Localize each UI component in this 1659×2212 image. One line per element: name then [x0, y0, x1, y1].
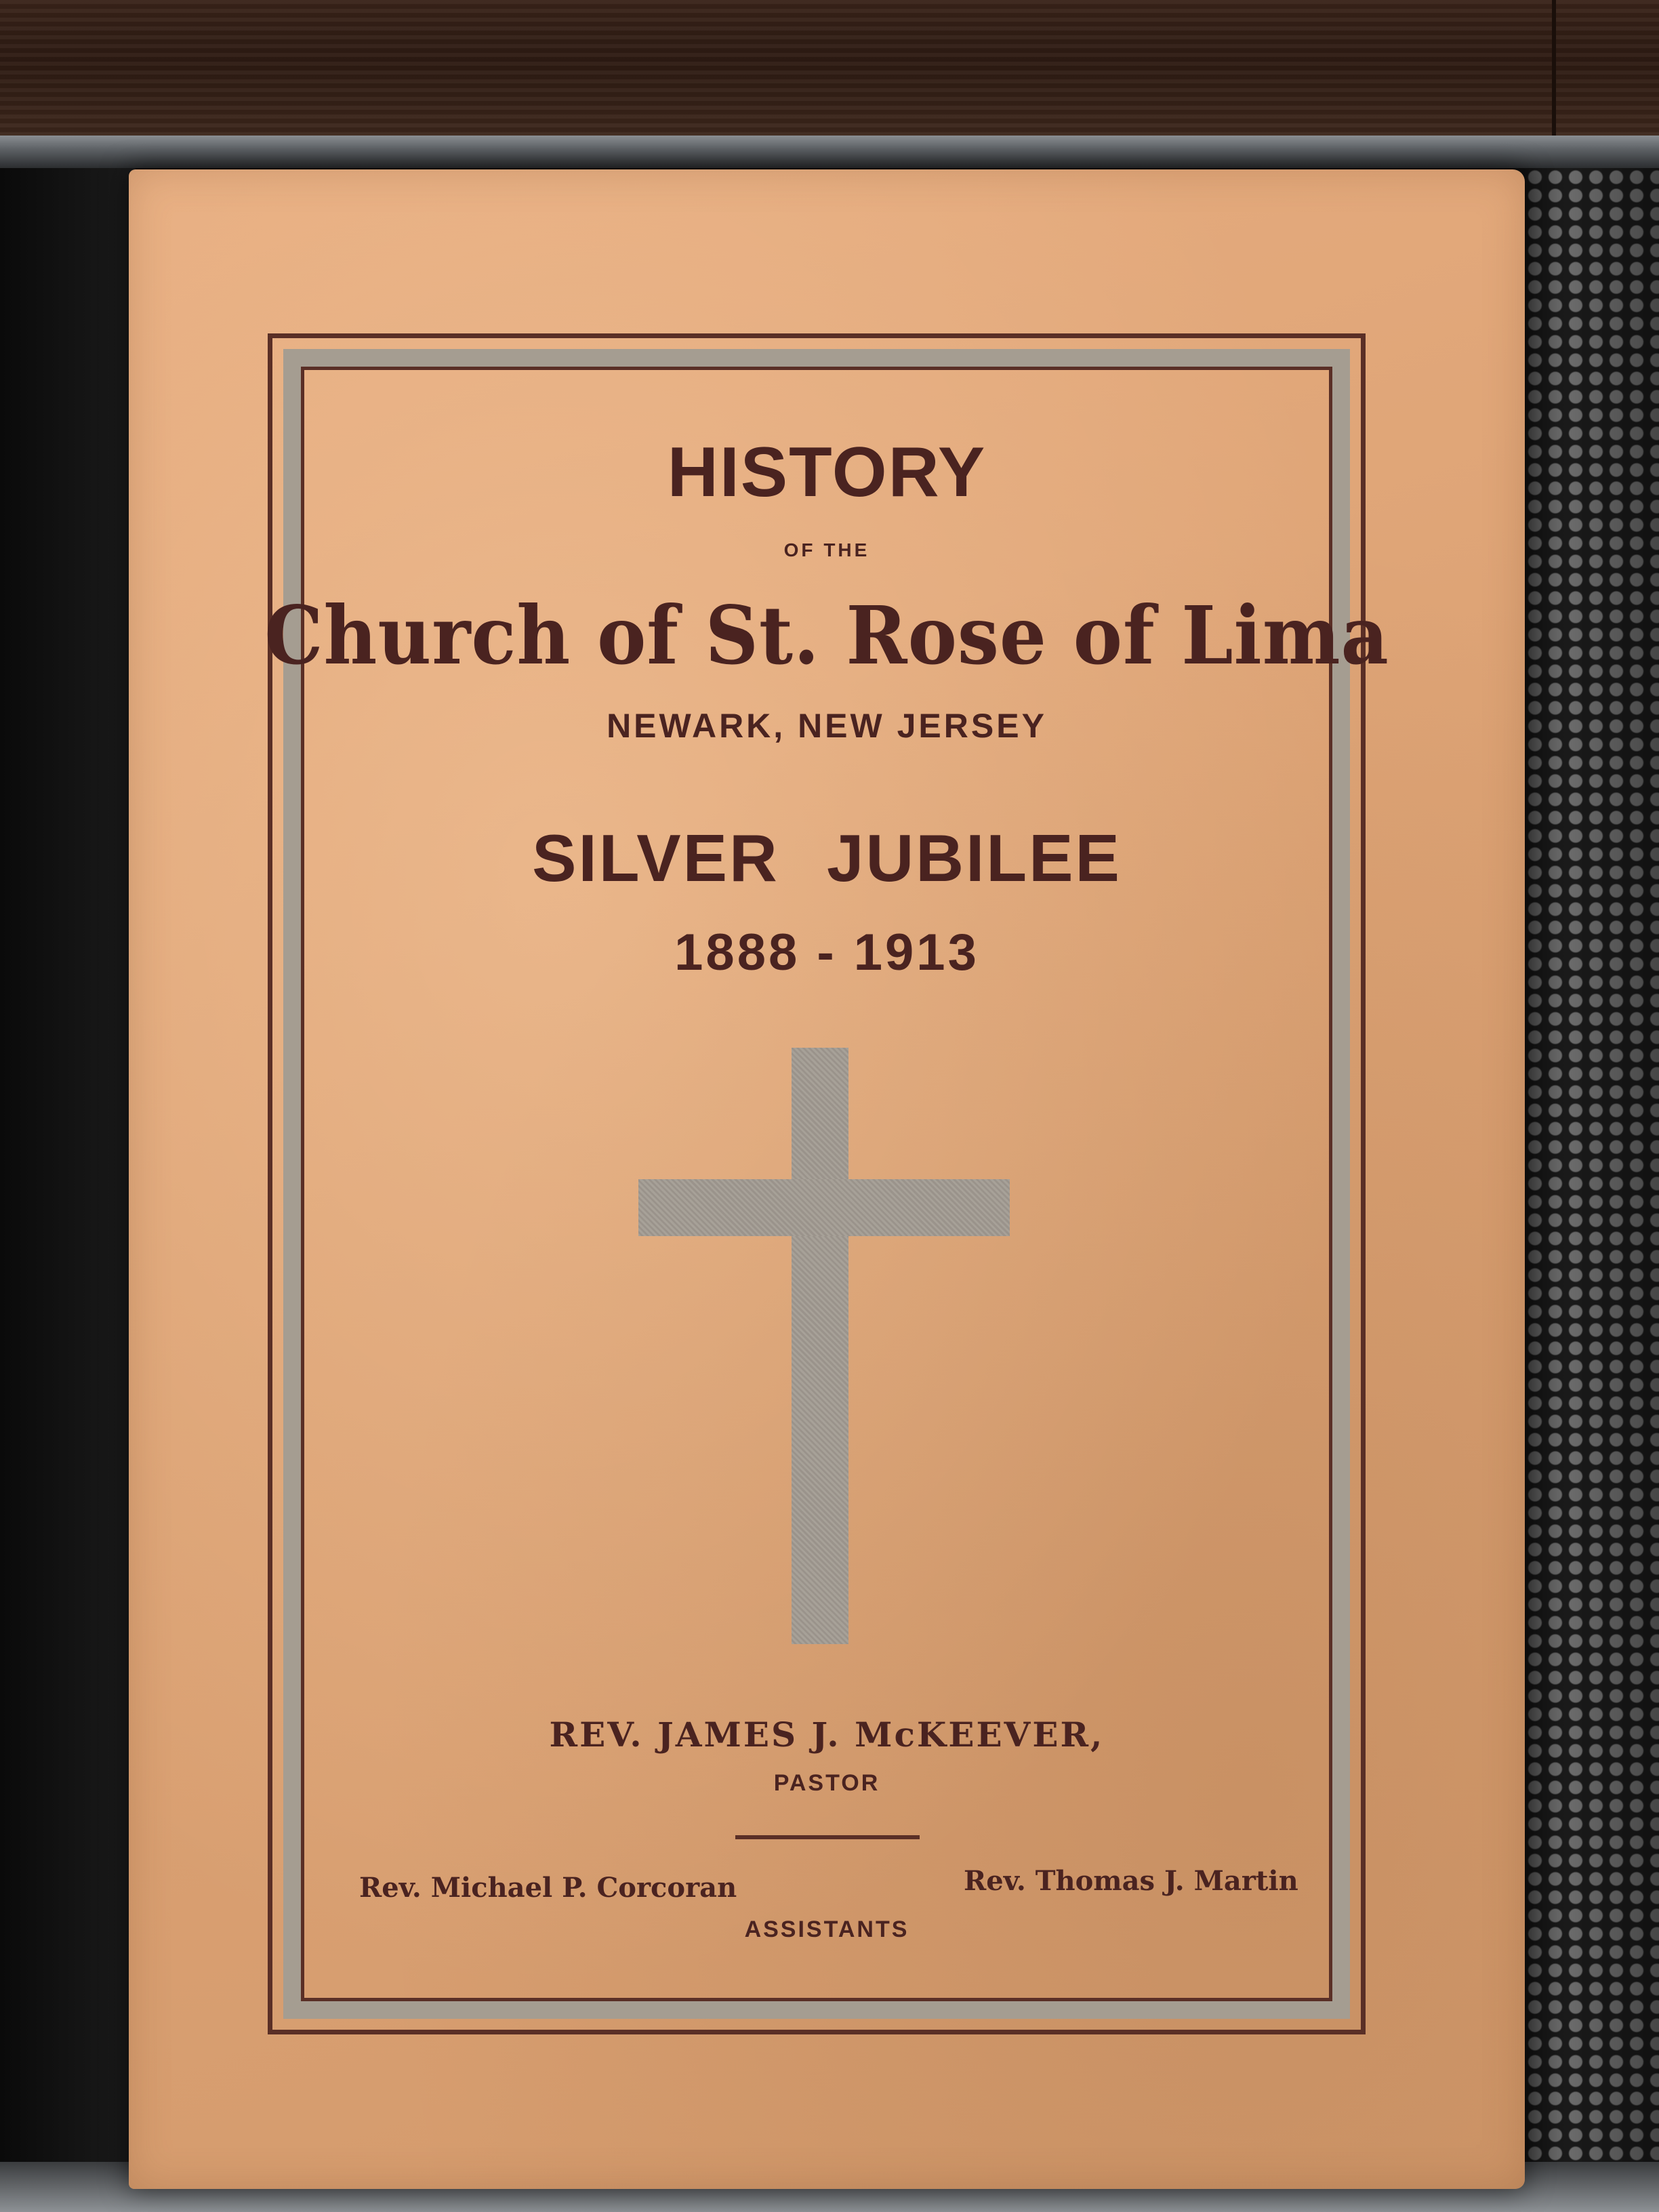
- wood-seam: [1552, 0, 1556, 136]
- church-name: Church of St. Rose of Lima: [264, 588, 1389, 682]
- assistant-left: Rev. Michael P. Corcoran: [359, 1872, 737, 1904]
- metal-trim: [0, 136, 1659, 168]
- pastor-title: PASTOR: [773, 1770, 880, 1796]
- assistant-right: Rev. Thomas J. Martin: [964, 1865, 1298, 1897]
- cover-of-the: OF THE: [783, 539, 870, 560]
- jubilee-years: 1888 - 1913: [674, 924, 979, 981]
- cross-vertical-bar: [792, 1048, 848, 1644]
- perforated-metal-panel: [1504, 168, 1659, 2212]
- assistants-label: ASSISTANTS: [744, 1917, 909, 1942]
- dark-panel: [0, 168, 136, 2212]
- cover-title: HISTORY: [667, 433, 987, 512]
- occasion-heading: SILVER JUBILEE: [532, 821, 1122, 895]
- pastor-name: REV. JAMES J. McKEEVER,: [549, 1715, 1105, 1755]
- church-location: NEWARK, NEW JERSEY: [607, 707, 1047, 745]
- divider-rule: [735, 1835, 920, 1839]
- booklet-cover: [129, 169, 1525, 2189]
- wooden-shelf: [0, 0, 1659, 136]
- cross-horizontal-bar: [638, 1179, 1010, 1236]
